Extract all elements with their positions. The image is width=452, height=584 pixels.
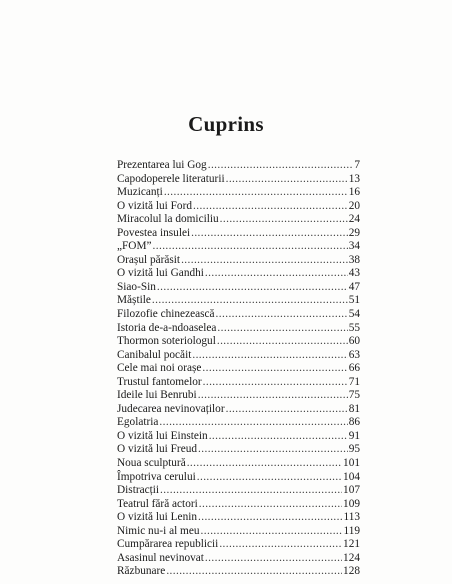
dot-leader — [201, 525, 343, 539]
toc-entry-title: Judecarea nevinovaților — [117, 402, 225, 415]
toc-entry-title: Muzicanți — [117, 186, 163, 199]
toc-entry — [117, 443, 360, 457]
toc-entry-page-number: 55 — [348, 321, 360, 334]
dot-leader — [152, 294, 348, 308]
toc-entry-page-number: 7 — [354, 159, 360, 171]
toc-entry — [117, 457, 360, 471]
toc-entry-title: O vizită lui Freud — [117, 443, 198, 456]
toc-entry-page-number: 81 — [348, 402, 360, 415]
toc-entry — [117, 362, 360, 376]
toc-entry-title: Canibalul pocăit — [117, 348, 192, 361]
toc-entry-title: O vizită lui Gandhi — [117, 267, 204, 280]
toc-entry-title: O vizită lui Lenin — [117, 511, 197, 524]
toc-entry-page-number: 95 — [348, 443, 360, 456]
dot-leader — [202, 362, 347, 376]
toc-entry — [117, 349, 360, 363]
toc-entry-page-number: 24 — [348, 213, 360, 226]
toc-entry-title: Cele mai noi orașe — [117, 362, 202, 375]
toc-entry-page-number: 86 — [348, 416, 360, 429]
toc-entry-title: Egolatria — [117, 416, 159, 429]
dot-leader — [217, 322, 347, 336]
toc-entry — [117, 565, 360, 579]
toc-entry — [117, 525, 360, 539]
dot-leader — [205, 267, 348, 281]
dot-leader — [209, 430, 348, 444]
toc-entry-page-number: 29 — [348, 226, 360, 239]
toc-entry-page-number: 47 — [348, 280, 360, 293]
toc-entry — [117, 416, 360, 430]
toc-entry-page-number: 109 — [343, 497, 360, 510]
dot-leader — [197, 471, 342, 485]
toc-entry-page-number: 91 — [348, 429, 360, 442]
toc-entry-title: Filozofie chinezească — [117, 308, 215, 321]
toc-entry — [117, 227, 360, 241]
dot-leader — [160, 484, 342, 498]
toc-entry-title: Asasinul nevinovat — [117, 551, 204, 564]
toc-entry-page-number: 51 — [348, 294, 360, 307]
toc-entry-title: Thormon soteriologul — [117, 335, 216, 348]
toc-entry-title: Împotriva cerului — [117, 470, 196, 483]
toc-entry-title: Capodoperele literaturii — [117, 172, 225, 185]
toc-entry-title: Povestea insulei — [117, 226, 191, 239]
toc-entry — [117, 471, 360, 485]
dot-leader — [198, 443, 348, 457]
toc-entry-title: Teatrul fără actori — [117, 497, 198, 510]
toc-entry — [117, 538, 360, 552]
toc-entry — [117, 430, 360, 444]
dot-leader — [193, 200, 348, 214]
toc-entry-title: Ideile lui Benrubi — [117, 389, 197, 402]
toc-entry-title: Răzbunare — [117, 565, 166, 578]
toc-entry-page-number: 101 — [343, 457, 360, 470]
toc-entry-page-number: 128 — [343, 565, 360, 578]
toc-entry — [117, 376, 360, 390]
dot-leader — [159, 416, 347, 430]
toc-entry-title: Măștile — [117, 294, 151, 307]
toc-entry — [117, 322, 360, 336]
dot-leader — [226, 403, 348, 417]
toc-entry-page-number: 71 — [348, 375, 360, 388]
toc-entry-page-number: 121 — [343, 538, 360, 551]
toc-entry — [117, 213, 360, 227]
dot-leader — [157, 281, 348, 295]
toc-entry — [117, 281, 360, 295]
dot-leader — [220, 213, 348, 227]
dot-leader — [164, 186, 348, 200]
toc-entry-title: O vizită lui Ford — [117, 199, 192, 212]
toc-entry-page-number: 60 — [348, 335, 360, 348]
dot-leader — [166, 565, 342, 579]
toc-entry-title: Trustul fantomelor — [117, 375, 202, 388]
toc-entry — [117, 308, 360, 322]
toc-entry-title: Noua sculptură — [117, 457, 186, 470]
toc-entry-title: O vizită lui Einstein — [117, 429, 208, 442]
toc-entry-page-number: 20 — [348, 199, 360, 212]
dot-leader — [198, 511, 342, 525]
toc-entry-page-number: 38 — [348, 253, 360, 266]
dot-leader — [208, 159, 354, 173]
toc-entry — [117, 159, 360, 173]
toc-entry-page-number: 75 — [348, 389, 360, 402]
toc-entry-page-number: 63 — [348, 348, 360, 361]
toc-entry-page-number: 16 — [348, 186, 360, 199]
page-title: Cuprins — [188, 112, 264, 136]
dot-leader — [226, 173, 348, 187]
toc-entry — [117, 335, 360, 349]
toc-entry-title: Miracolul la domiciliu — [117, 213, 219, 226]
toc-entry-page-number: 34 — [348, 240, 360, 253]
dot-leader — [203, 376, 348, 390]
toc-entry-page-number: 66 — [348, 362, 360, 375]
toc-entry-title: Orașul părăsit — [117, 253, 181, 266]
toc-entry — [117, 267, 360, 281]
dot-leader — [198, 389, 348, 403]
dot-leader — [191, 227, 348, 241]
toc-entry-page-number: 113 — [343, 511, 360, 524]
toc-entry-title: Distracții — [117, 484, 160, 497]
toc-entry-page-number: 119 — [343, 524, 360, 537]
dot-leader — [217, 335, 348, 349]
dot-leader — [199, 498, 342, 512]
toc-entry-title: Cumpărarea republicii — [117, 538, 219, 551]
dot-leader — [153, 240, 348, 254]
toc-entry-page-number: 43 — [348, 267, 360, 280]
toc-entry-title: Siao-Sin — [117, 280, 156, 293]
toc-entry — [117, 484, 360, 498]
toc-entry — [117, 240, 360, 254]
toc-entry-title: Prezentarea lui Gog — [117, 159, 207, 171]
toc-entry-page-number: 124 — [343, 551, 360, 564]
toc-entry-page-number: 13 — [348, 172, 360, 185]
toc-entry — [117, 403, 360, 417]
toc-entry-title: Istoria de-a-ndoaselea — [117, 321, 217, 334]
toc-entry — [117, 173, 360, 187]
table-of-contents — [117, 159, 360, 579]
toc-entry — [117, 552, 360, 566]
dot-leader — [216, 308, 348, 322]
toc-entry — [117, 186, 360, 200]
dot-leader — [181, 254, 348, 268]
toc-entry — [117, 200, 360, 214]
toc-entry — [117, 498, 360, 512]
dot-leader — [205, 552, 342, 566]
dot-leader — [187, 457, 342, 471]
toc-entry-title: Nimic nu-i al meu — [117, 524, 200, 537]
toc-entry-page-number: 54 — [348, 308, 360, 321]
dot-leader — [219, 538, 342, 552]
toc-entry-page-number: 107 — [343, 484, 360, 497]
toc-entry — [117, 389, 360, 403]
toc-entry — [117, 511, 360, 525]
dot-leader — [192, 349, 347, 363]
toc-entry — [117, 254, 360, 268]
toc-entry — [117, 294, 360, 308]
toc-entry-page-number: 104 — [343, 470, 360, 483]
toc-entry-title: „FOM” — [117, 240, 152, 253]
